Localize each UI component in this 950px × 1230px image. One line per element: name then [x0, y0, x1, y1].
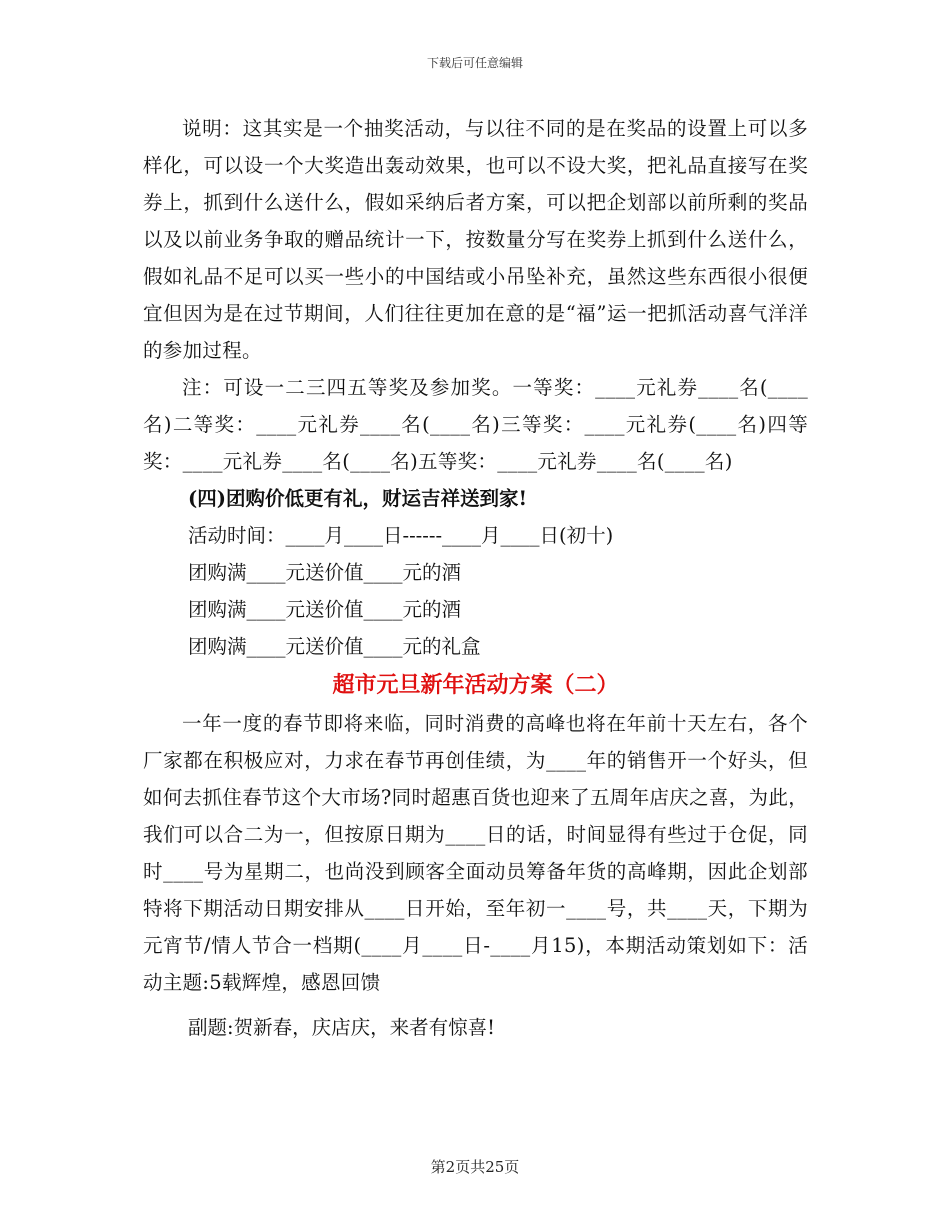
activity-time: 活动时间：____月____日------____月____日(初十): [188, 524, 614, 547]
group-buy-item: 团购满____元送价值____元的酒: [188, 598, 462, 621]
group-buy-item: 团购满____元送价值____元的礼盒: [188, 635, 481, 658]
plan-intro-paragraph: 一年一度的春节即将来临，同时消费的高峰也将在年前十天左右，各个厂家都在积极应对，力求在春节再创佳绩，为____年的销售开一个好头，但如何去抓住春节这个大市场?同时超惠百货也迎来了五周年店庆之喜，为此，我们可以合二为一，但按原日期为____日的话，时间显得有些过于仓促，同时____号为星期二，也尚没到顾客全面动员筹备年货的高峰期，因此企划部特将下期活动日期安排从____日开始，至年初一____号，共____天，下期为元宵节/情人节合一档期(____月____日-____月15)，本期活动策划如下：活动主题:5载辉煌，感恩回馈: [143, 712, 808, 994]
group-buy-item: 团购满____元送价值____元的酒: [188, 561, 462, 584]
explanation-paragraph: 说明：这其实是一个抽奖活动，与以往不同的是在奖品的设置上可以多样化，可以设一个大奖造出轰动效果，也可以不设大奖，把礼品直接写在奖券上，抓到什么送什么，假如采纳后者方案，可以把企划部以前所剩的奖品以及以前业务争取的赠品统计一下，按数量分写在奖券上抓到什么送什么，假如礼品不足可以买一些小的中国结或小吊坠补充，虽然这些东西很小很便宜但因为是在过节期间，人们往往更加在意的是“福”运一把抓活动喜气洋洋的参加过程。: [143, 117, 808, 362]
section-heading: (四)团购价低更有礼，财运吉祥送到家!: [188, 487, 528, 510]
page-footer: 第2页共25页: [430, 1158, 520, 1176]
plan-subtitle: 副题:贺新春，庆店庆，来者有惊喜!: [188, 1016, 495, 1039]
prize-note-paragraph: 注：可设一二三四五等奖及参加奖。一等奖：____元礼券____名(____名)二等奖：____元礼券____名(____名)三等奖：____元礼券(____名)四等奖：____元礼券____名(____名)五等奖：____元礼券____名(____名): [143, 376, 808, 473]
document-body: [143, 110, 808, 1046]
plan-title: 超市元旦新年活动方案（二）: [332, 672, 619, 698]
page-header: 下载后可任意编辑: [426, 56, 523, 70]
